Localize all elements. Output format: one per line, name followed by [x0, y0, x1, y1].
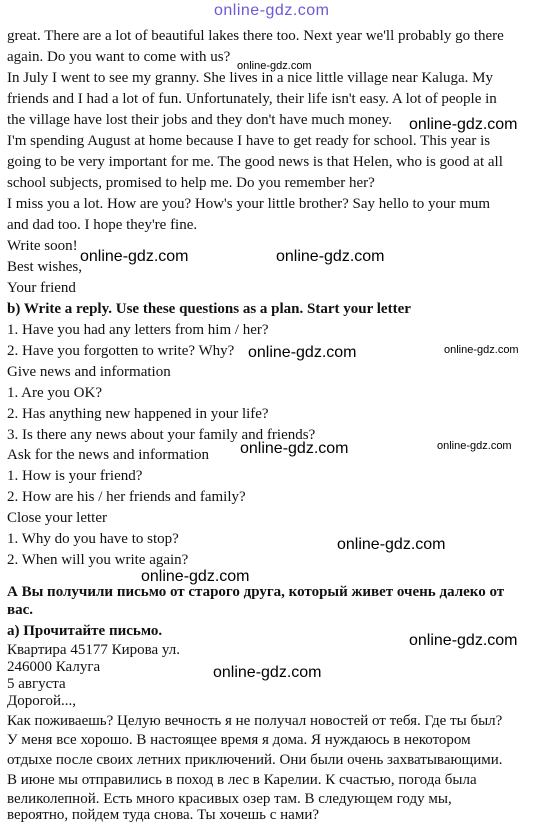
watermark: online-gdz.com	[240, 440, 349, 457]
text-line: Ask for the news and information	[7, 447, 210, 463]
text-line: the village have lost their jobs and they don't have much money.	[7, 112, 392, 128]
text-line: Give news and information	[7, 364, 171, 380]
section-heading: b) Write a reply. Use these questions as a plan. Start your letter	[7, 301, 411, 317]
watermark: online-gdz.com	[213, 664, 322, 681]
watermark-top: online-gdz.com	[214, 2, 330, 19]
text-line: 2. How are his / her friends and family?	[7, 489, 246, 505]
watermark: online-gdz.com	[337, 536, 446, 553]
text-line: У меня все хорошо. В настоящее время я дома. Я нуждаюсь в некотором	[7, 732, 471, 748]
text-line: I'm spending August at home because I have to get ready for school. This year is	[7, 133, 491, 149]
watermark: online-gdz.com	[237, 60, 312, 72]
text-line: Best wishes,	[7, 259, 82, 275]
text-line: 3. Is there any news about your family and friends?	[7, 427, 316, 443]
text-line: 1. Why do you have to stop?	[7, 531, 179, 547]
text-line: school subjects, promised to help me. Do you remember her?	[7, 175, 375, 191]
text-line: I miss you a lot. How are you? How's your little brother? Say hello to your mum	[7, 196, 491, 212]
text-line: Как поживаешь? Целую вечность я не получал новостей от тебя. Где ты был?	[7, 713, 503, 729]
section-heading: А Вы получили письмо от старого друга, который живет очень далеко от	[7, 584, 505, 600]
watermark: online-gdz.com	[141, 568, 250, 585]
watermark: online-gdz.com	[80, 248, 189, 265]
text-line: 1. Have you had any letters from him / her?	[7, 322, 269, 338]
text-line: 1. How is your friend?	[7, 468, 143, 484]
watermark: online-gdz.com	[409, 632, 518, 649]
text-line: 5 августа	[7, 676, 66, 692]
section-heading: вас.	[7, 602, 34, 618]
watermark: online-gdz.com	[409, 116, 518, 133]
watermark: online-gdz.com	[437, 440, 512, 452]
text-line: Квартира 45177 Кирова ул.	[7, 642, 180, 658]
text-line: again. Do you want to come with us?	[7, 49, 231, 65]
watermark: online-gdz.com	[276, 248, 385, 265]
text-line: friends and I had a lot of fun. Unfortunately, their life isn't easy. A lot of people in	[7, 91, 497, 107]
text-line: великолепной. Есть много красивых озер там. В следующем году мы,	[7, 791, 452, 807]
text-line: 246000 Калуга	[7, 659, 101, 675]
text-line: В июне мы отправились в поход в лес в Карелии. К счастью, погода была	[7, 772, 477, 788]
text-line: going to be very important for me. The good news is that Helen, who is good at all	[7, 154, 503, 170]
text-line: Your friend	[7, 280, 76, 296]
text-line: great. There are a lot of beautiful lakes there too. Next year we'll probably go there	[7, 28, 504, 44]
section-heading: а) Прочитайте письмо.	[7, 623, 163, 639]
text-line: 2. Has anything new happened in your life?	[7, 406, 269, 422]
text-line: Дорогой...,	[7, 693, 77, 709]
text-line: 2. When will you write again?	[7, 552, 189, 568]
text-line: 2. Have you forgotten to write? Why?	[7, 343, 235, 359]
text-line: and dad too. I hope they're fine.	[7, 217, 198, 233]
watermark: online-gdz.com	[248, 344, 357, 361]
text-line: In July I went to see my granny. She lives in a nice little village near Kaluga. My	[7, 70, 493, 86]
watermark: online-gdz.com	[444, 344, 519, 356]
text-line: вероятно, пойдем туда снова. Ты хочешь с нами?	[7, 807, 320, 823]
text-line: Write soon!	[7, 238, 78, 254]
text-line: отдыхе после своих летних приключений. Они были очень захватывающими.	[7, 752, 503, 768]
text-line: 1. Are you OK?	[7, 385, 102, 401]
text-line: Close your letter	[7, 510, 107, 526]
